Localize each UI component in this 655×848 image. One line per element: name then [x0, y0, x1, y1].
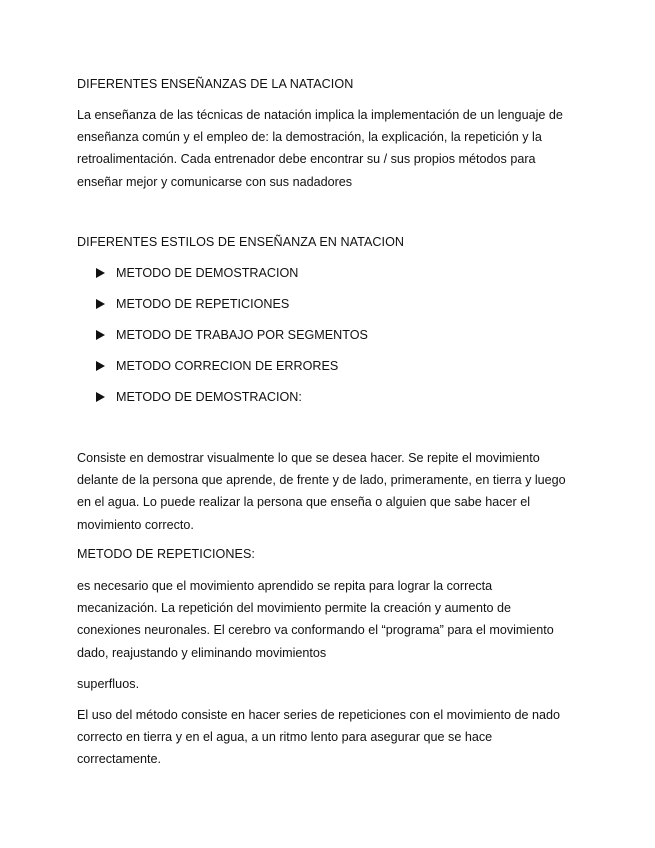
demostracion-line: movimiento correcto. — [77, 517, 194, 532]
list-item — [96, 264, 368, 295]
right-triangle-bullet-icon — [96, 299, 105, 309]
repeticiones-paragraph — [77, 575, 587, 664]
intro-line: enseñar mejor y comunicarse con sus nadadores — [77, 174, 353, 189]
list-item — [96, 357, 368, 388]
repeticiones-line: conexiones neuronales. El cerebro va conformando el “programa” para el movimiento — [77, 623, 554, 638]
list-item-label: METODO DE DEMOSTRACION: — [116, 390, 302, 404]
right-triangle-bullet-icon — [96, 392, 105, 402]
list-item — [96, 295, 368, 326]
list-item-label: METODO CORRECION DE ERRORES — [116, 359, 339, 373]
heading-metodo-repeticiones: METODO DE REPETICIONES: — [77, 547, 255, 561]
intro-line: La enseñanza de las técnicas de natación implica la implementación de un lenguaje de — [77, 108, 563, 122]
demostracion-line: delante de la persona que aprende, de frente y de lado, primeramente, en tierra y luego — [77, 473, 566, 488]
intro-paragraph — [77, 104, 587, 193]
demostracion-line: en el agua. Lo puede realizar la persona que enseña o alguien que sabe hacer el — [77, 495, 531, 510]
list-item — [96, 388, 368, 419]
list-item-label: METODO DE DEMOSTRACION — [116, 266, 299, 280]
intro-line: retroalimentación. Cada entrenador debe encontrar su / sus propios métodos para — [77, 152, 536, 167]
right-triangle-bullet-icon — [96, 268, 105, 278]
superfluos-text: superfluos. — [77, 677, 140, 691]
repeticiones-line: dado, reajustando y eliminando movimientos — [77, 645, 327, 660]
uso-line: correcto en tierra y en el agua, a un ritmo lento para asegurar que se hace — [77, 730, 493, 745]
repeticiones-line: mecanización. La repetición del movimiento permite la creación y aumento de — [77, 601, 512, 616]
uso-line: correctamente. — [77, 752, 161, 767]
demostracion-paragraph — [77, 447, 587, 536]
list-item-label: METODO DE TRABAJO POR SEGMENTOS — [116, 328, 368, 342]
right-triangle-bullet-icon — [96, 330, 105, 340]
teaching-methods-list — [96, 264, 368, 419]
repeticiones-line: es necesario que el movimiento aprendido se repita para lograr la correcta — [77, 579, 493, 593]
uso-line: El uso del método consiste en hacer series de repeticiones con el movimiento de nado — [77, 708, 561, 722]
heading-diferentes-ensenanzas: DIFERENTES ENSEÑANZAS DE LA NATACION — [77, 77, 354, 91]
intro-line: enseñanza común y el empleo de: la demostración, la explicación, la repetición y la — [77, 130, 542, 145]
list-item — [96, 326, 368, 357]
uso-paragraph — [77, 704, 587, 771]
demostracion-line: Consiste en demostrar visualmente lo que se desea hacer. Se repite el movimiento — [77, 451, 540, 465]
heading-estilos-ensenanza: DIFERENTES ESTILOS DE ENSEÑANZA EN NATACION — [77, 235, 405, 249]
list-item-label: METODO DE REPETICIONES — [116, 297, 290, 311]
right-triangle-bullet-icon — [96, 361, 105, 371]
